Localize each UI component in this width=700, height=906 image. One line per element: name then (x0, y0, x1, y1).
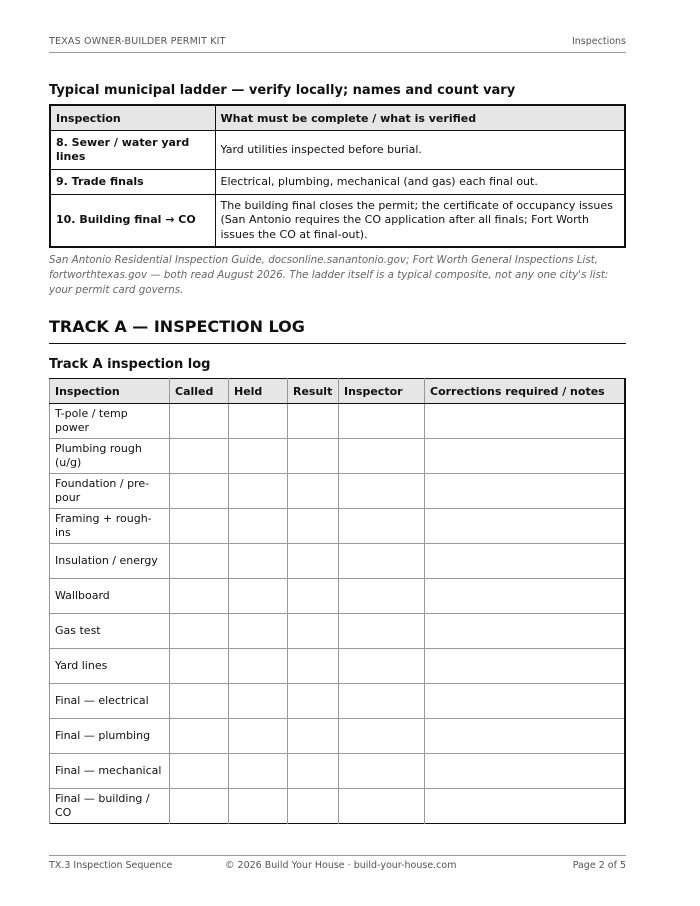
kit-title: TEXAS OWNER-BUILDER PERMIT KIT (49, 36, 226, 47)
log-inspection-name: Insulation / energy (50, 544, 170, 579)
log-row (50, 474, 626, 509)
log-cell-inspector[interactable] (339, 439, 425, 474)
log-cell-held[interactable] (229, 754, 288, 789)
log-cell-notes[interactable] (425, 649, 626, 684)
log-cell-called[interactable] (170, 579, 229, 614)
ladder-header-detail: What must be complete / what is verified (215, 105, 625, 131)
log-row (50, 614, 626, 649)
log-cell-result[interactable] (288, 509, 339, 544)
log-row (50, 684, 626, 719)
log-cell-inspector[interactable] (339, 754, 425, 789)
log-cell-inspector[interactable] (339, 719, 425, 754)
track-heading: TRACK A — INSPECTION LOG (49, 317, 626, 344)
log-row (50, 544, 626, 579)
ladder-row (50, 195, 625, 247)
log-cell-result[interactable] (288, 684, 339, 719)
log-cell-notes[interactable] (425, 754, 626, 789)
log-row (50, 509, 626, 544)
log-cell-held[interactable] (229, 789, 288, 824)
log-cell-result[interactable] (288, 614, 339, 649)
log-cell-held[interactable] (229, 719, 288, 754)
section-name: Inspections (571, 36, 626, 47)
log-cell-inspector[interactable] (339, 684, 425, 719)
footer-copyright: © 2026 Build Your House · build-your-house.com (225, 860, 457, 871)
ladder-row (50, 170, 625, 195)
log-cell-inspector[interactable] (339, 579, 425, 614)
log-cell-called[interactable] (170, 544, 229, 579)
ladder-table (49, 104, 626, 248)
log-cell-inspector[interactable] (339, 509, 425, 544)
log-title: Track A inspection log (49, 357, 211, 372)
log-cell-notes[interactable] (425, 684, 626, 719)
log-cell-notes[interactable] (425, 544, 626, 579)
source-note: San Antonio Residential Inspection Guide, docsonline.sanantonio.gov; Fort Worth General Inspections List, fortworthtexas.gov — both read August 2026. The ladder itself is a typical composite, not any one city's list: your permit card governs. (49, 254, 609, 296)
log-cell-notes[interactable] (425, 719, 626, 754)
log-cell-result[interactable] (288, 439, 339, 474)
log-cell-called[interactable] (170, 754, 229, 789)
log-header-inspector: Inspector (339, 379, 425, 404)
log-cell-inspector[interactable] (339, 544, 425, 579)
ladder-title: Typical municipal ladder — verify locally; names and count vary (49, 83, 516, 98)
log-cell-result[interactable] (288, 649, 339, 684)
log-cell-notes[interactable] (425, 439, 626, 474)
page-footer (49, 855, 626, 876)
log-cell-called[interactable] (170, 404, 229, 439)
log-cell-inspector[interactable] (339, 404, 425, 439)
log-inspection-name: Framing + rough-ins (50, 509, 170, 544)
page-number: Page 2 of 5 (572, 860, 626, 871)
log-cell-result[interactable] (288, 719, 339, 754)
log-cell-inspector[interactable] (339, 649, 425, 684)
log-inspection-name: T-pole / temp power (50, 404, 170, 439)
log-cell-called[interactable] (170, 649, 229, 684)
ladder-detail: Yard utilities inspected before burial. (215, 131, 625, 170)
inspection-log-table (49, 378, 626, 824)
ladder-header-inspection: Inspection (50, 105, 215, 131)
log-cell-held[interactable] (229, 544, 288, 579)
log-cell-result[interactable] (288, 474, 339, 509)
log-cell-called[interactable] (170, 614, 229, 649)
log-cell-result[interactable] (288, 789, 339, 824)
log-row (50, 579, 626, 614)
log-cell-inspector[interactable] (339, 614, 425, 649)
ladder-detail: Electrical, plumbing, mechanical (and gas) each final out. (215, 170, 625, 195)
ladder-row (50, 131, 625, 170)
log-cell-result[interactable] (288, 754, 339, 789)
log-row (50, 719, 626, 754)
log-cell-called[interactable] (170, 439, 229, 474)
log-row (50, 649, 626, 684)
ladder-step: 8. Sewer / water yard lines (50, 131, 215, 170)
log-cell-notes[interactable] (425, 789, 626, 824)
running-header (49, 36, 626, 53)
log-cell-inspector[interactable] (339, 474, 425, 509)
ladder-detail: The building final closes the permit; the certificate of occupancy issues (San Antonio requires the CO application after all finals; Fort Worth issues the CO at final-out). (215, 195, 625, 247)
log-cell-inspector[interactable] (339, 789, 425, 824)
log-row (50, 404, 626, 439)
log-cell-called[interactable] (170, 684, 229, 719)
log-cell-called[interactable] (170, 509, 229, 544)
log-row (50, 439, 626, 474)
log-cell-held[interactable] (229, 474, 288, 509)
log-cell-held[interactable] (229, 509, 288, 544)
log-header-result: Result (288, 379, 339, 404)
log-cell-held[interactable] (229, 439, 288, 474)
log-inspection-name: Final — building / CO (50, 789, 170, 824)
log-cell-notes[interactable] (425, 614, 626, 649)
log-cell-called[interactable] (170, 719, 229, 754)
log-inspection-name: Foundation / pre-pour (50, 474, 170, 509)
log-cell-result[interactable] (288, 404, 339, 439)
log-cell-result[interactable] (288, 544, 339, 579)
log-inspection-name: Final — plumbing (50, 719, 170, 754)
log-inspection-name: Wallboard (50, 579, 170, 614)
log-cell-held[interactable] (229, 579, 288, 614)
log-row (50, 789, 626, 824)
log-cell-held[interactable] (229, 614, 288, 649)
log-cell-notes[interactable] (425, 404, 626, 439)
footer-doc-id: TX.3 Inspection Sequence (49, 860, 173, 871)
log-cell-called[interactable] (170, 474, 229, 509)
log-row (50, 754, 626, 789)
log-cell-notes[interactable] (425, 474, 626, 509)
log-cell-result[interactable] (288, 579, 339, 614)
log-cell-held[interactable] (229, 684, 288, 719)
log-cell-held[interactable] (229, 404, 288, 439)
log-cell-held[interactable] (229, 649, 288, 684)
log-header-held: Held (229, 379, 288, 404)
log-cell-called[interactable] (170, 789, 229, 824)
ladder-step: 9. Trade finals (50, 170, 215, 195)
log-header-notes: Corrections required / notes (425, 379, 626, 404)
log-cell-notes[interactable] (425, 509, 626, 544)
log-inspection-name: Final — mechanical (50, 754, 170, 789)
ladder-step: 10. Building final → CO (50, 195, 215, 247)
log-header-called: Called (170, 379, 229, 404)
log-cell-notes[interactable] (425, 579, 626, 614)
log-inspection-name: Gas test (50, 614, 170, 649)
log-inspection-name: Final — electrical (50, 684, 170, 719)
log-header-inspection: Inspection (50, 379, 170, 404)
log-inspection-name: Yard lines (50, 649, 170, 684)
log-inspection-name: Plumbing rough (u/g) (50, 439, 170, 474)
